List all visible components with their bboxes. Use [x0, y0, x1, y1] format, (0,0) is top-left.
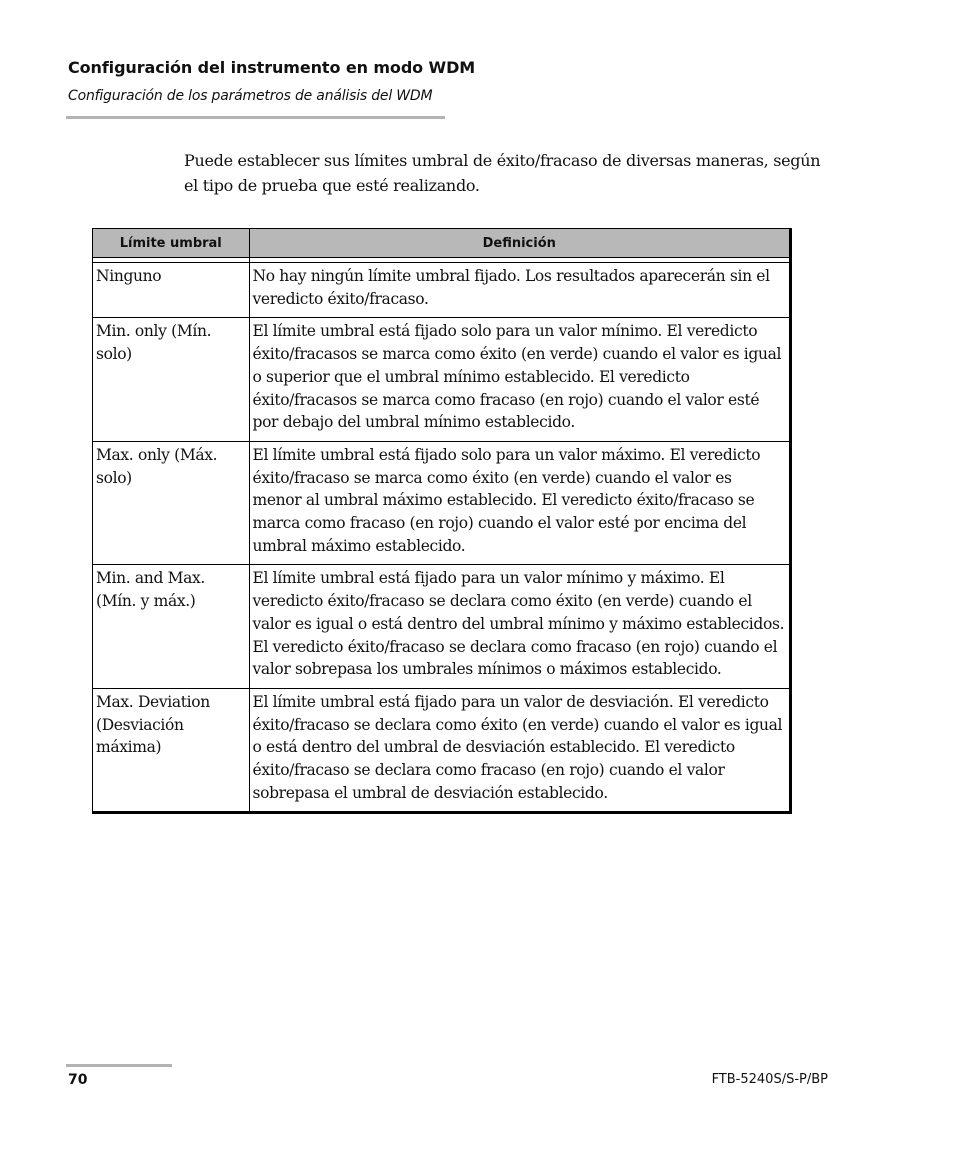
definition-cell: No hay ningún límite umbral fijado. Los resultados aparecerán sin el veredicto éxito/fracaso. — [249, 263, 791, 318]
definition-cell: El límite umbral está fijado para un valor mínimo y máximo. El veredicto éxito/fracaso se declara como éxito (en verde) cuando el valor es igual o está dentro del umbral mínimo y máximo establecidos. El veredicto éxito/fracaso se declara como fracaso (en rojo) cuando el valor sobrepasa los umbrales mínimos o máximos establecido. — [249, 565, 791, 689]
definition-cell: El límite umbral está fijado solo para un valor mínimo. El veredicto éxito/fracasos se marca como éxito (en verde) cuando el valor es igual o superior que el umbral mínimo establecido. El veredicto éxito/fracasos se marca como fracaso (en rojo) cuando el valor esté por debajo del umbral mínimo establecido. — [249, 318, 791, 442]
table-row — [93, 263, 791, 318]
page-number: 70 — [68, 1072, 88, 1088]
threshold-table — [92, 228, 792, 814]
header-title: Configuración del instrumento en modo WDM — [68, 58, 476, 77]
threshold-cell: Max. Deviation (Desviación máxima) — [93, 688, 250, 813]
threshold-cell: Ninguno — [93, 263, 250, 318]
footer-divider — [66, 1064, 172, 1067]
threshold-cell: Min. only (Mín. solo) — [93, 318, 250, 442]
threshold-cell: Max. only (Máx. solo) — [93, 441, 250, 565]
table-header-row — [93, 229, 791, 258]
header-definition: Definición — [249, 229, 791, 258]
header-subtitle: Configuración de los parámetros de análisis del WDM — [68, 88, 433, 104]
header-threshold: Límite umbral — [93, 229, 250, 258]
intro-paragraph: Puede establecer sus límites umbral de éxito/fracaso de diversas maneras, según el tipo de prueba que esté realizando. — [184, 151, 821, 195]
definition-cell: El límite umbral está fijado para un valor de desviación. El veredicto éxito/fracaso se declara como éxito (en verde) cuando el valor es igual o está dentro del umbral de desviación establecido. El veredicto éxito/fracaso se declara como fracaso (en rojo) cuando el valor sobrepasa el umbral de desviación establecido. — [249, 688, 791, 813]
table-row — [93, 318, 791, 442]
header-divider — [66, 116, 445, 119]
table-row — [93, 441, 791, 565]
threshold-cell: Min. and Max. (Mín. y máx.) — [93, 565, 250, 689]
product-model: FTB-5240S/S-P/BP — [711, 1072, 828, 1087]
table-row — [93, 688, 791, 813]
definition-cell: El límite umbral está fijado solo para un valor máximo. El veredicto éxito/fracaso se marca como éxito (en verde) cuando el valor es menor al umbral máximo establecido. El veredicto éxito/fracaso se marca como fracaso (en rojo) cuando el valor esté por encima del umbral máximo establecido. — [249, 441, 791, 565]
threshold-table-container — [92, 228, 796, 814]
table-row — [93, 565, 791, 689]
